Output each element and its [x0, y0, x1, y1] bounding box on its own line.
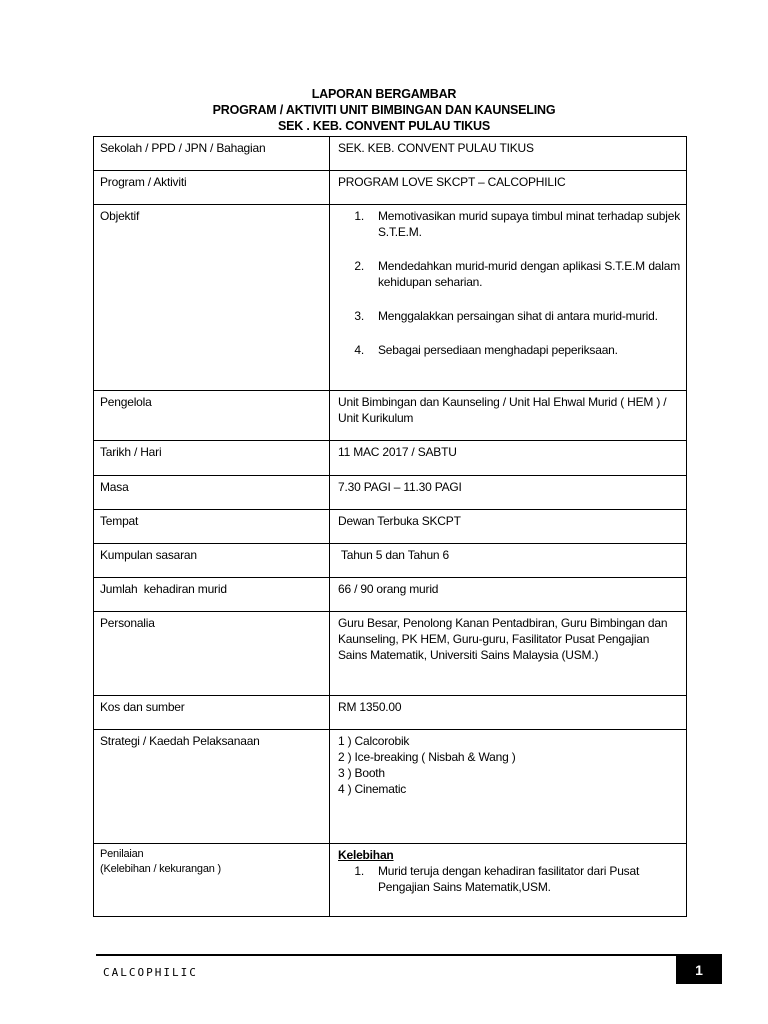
- list-item: 4. Sebagai persediaan menghadapi peperiksaan.: [354, 343, 618, 357]
- penilaian-sublabel: (Kelebihan / kekurangan ): [100, 863, 221, 875]
- value-jumlah: 66 / 90 orang murid: [330, 578, 687, 612]
- row-tarikh: [94, 441, 687, 476]
- title-line-3: SEK . KEB. CONVENT PULAU TIKUS: [277, 119, 491, 133]
- row-jumlah: [94, 578, 687, 612]
- row-kumpulan: [94, 544, 687, 578]
- list-item: 3 ) Booth: [338, 766, 385, 780]
- penilaian-label: Penilaian: [100, 848, 144, 860]
- row-program: [94, 171, 687, 205]
- row-masa: [94, 476, 687, 510]
- label-kumpulan: Kumpulan sasaran: [94, 544, 330, 578]
- value-penilaian: [330, 844, 687, 917]
- kelebihan-heading: Kelebihan: [338, 848, 394, 862]
- value-tempat: Dewan Terbuka SKCPT: [330, 510, 687, 544]
- list-item: 1 ) Calcorobik: [338, 734, 410, 748]
- title-line-1: LAPORAN BERGAMBAR: [311, 87, 457, 101]
- label-masa: Masa: [94, 476, 330, 510]
- value-sekolah: SEK. KEB. CONVENT PULAU TIKUS: [330, 137, 687, 171]
- list-item: 2. Mendedahkan murid-murid dengan aplikasi S.T.E.M dalam kehidupan seharian.: [354, 259, 680, 289]
- row-penilaian: [94, 844, 687, 917]
- value-kos: RM 1350.00: [330, 696, 687, 730]
- row-pengelola: [94, 391, 687, 441]
- list-item: 4 ) Cinematic: [338, 782, 407, 796]
- value-personalia: Guru Besar, Penolong Kanan Pentadbiran, Guru Bimbingan dan Kaunseling, PK HEM, Guru-guru, Fasilitator Pusat Pengajian Sains Matematik, Universiti Sains Malaysia (USM.): [330, 612, 687, 696]
- footer-title: CALCOPHILIC: [103, 966, 198, 979]
- value-objektif: [330, 205, 687, 391]
- list-item: 3. Menggalakkan persaingan sihat di antara murid-murid.: [354, 309, 658, 323]
- value-pengelola: Unit Bimbingan dan Kaunseling / Unit Hal Ehwal Murid ( HEM ) / Unit Kurikulum: [330, 391, 687, 441]
- row-objektif: [94, 205, 687, 391]
- value-program: PROGRAM LOVE SKCPT – CALCOPHILIC: [330, 171, 687, 205]
- value-masa: 7.30 PAGI – 11.30 PAGI: [330, 476, 687, 510]
- page-number: 1: [676, 956, 722, 984]
- kelebihan-list: [338, 863, 680, 895]
- label-sekolah: Sekolah / PPD / JPN / Bahagian: [94, 137, 330, 171]
- report-title: [0, 86, 768, 134]
- value-tarikh: 11 MAC 2017 / SABTU: [330, 441, 687, 476]
- list-item: 2 ) Ice-breaking ( Nisbah & Wang ): [338, 750, 516, 764]
- label-tarikh: Tarikh / Hari: [94, 441, 330, 476]
- row-strategi: [94, 730, 687, 844]
- row-sekolah: [94, 137, 687, 171]
- label-penilaian: [94, 844, 330, 917]
- list-item: 1. Murid teruja dengan kehadiran fasilitator dari Pusat Pengajian Sains Matematik,USM.: [354, 864, 640, 894]
- objektif-list: [338, 208, 680, 358]
- footer-divider: [96, 954, 722, 956]
- row-tempat: [94, 510, 687, 544]
- label-program: Program / Aktiviti: [94, 171, 330, 205]
- row-personalia: [94, 612, 687, 696]
- label-pengelola: Pengelola: [94, 391, 330, 441]
- label-objektif: Objektif: [94, 205, 330, 391]
- row-kos: [94, 696, 687, 730]
- value-kumpulan: Tahun 5 dan Tahun 6: [330, 544, 687, 578]
- report-table: [93, 136, 687, 917]
- label-kos: Kos dan sumber: [94, 696, 330, 730]
- value-strategi: [330, 730, 687, 844]
- label-tempat: Tempat: [94, 510, 330, 544]
- list-item: 1. Memotivasikan murid supaya timbul minat terhadap subjek S.T.E.M.: [354, 209, 680, 239]
- title-line-2: PROGRAM / AKTIVITI UNIT BIMBINGAN DAN KAUNSELING: [212, 103, 556, 117]
- label-jumlah: Jumlah kehadiran murid: [94, 578, 330, 612]
- label-personalia: Personalia: [94, 612, 330, 696]
- label-strategi: Strategi / Kaedah Pelaksanaan: [94, 730, 330, 844]
